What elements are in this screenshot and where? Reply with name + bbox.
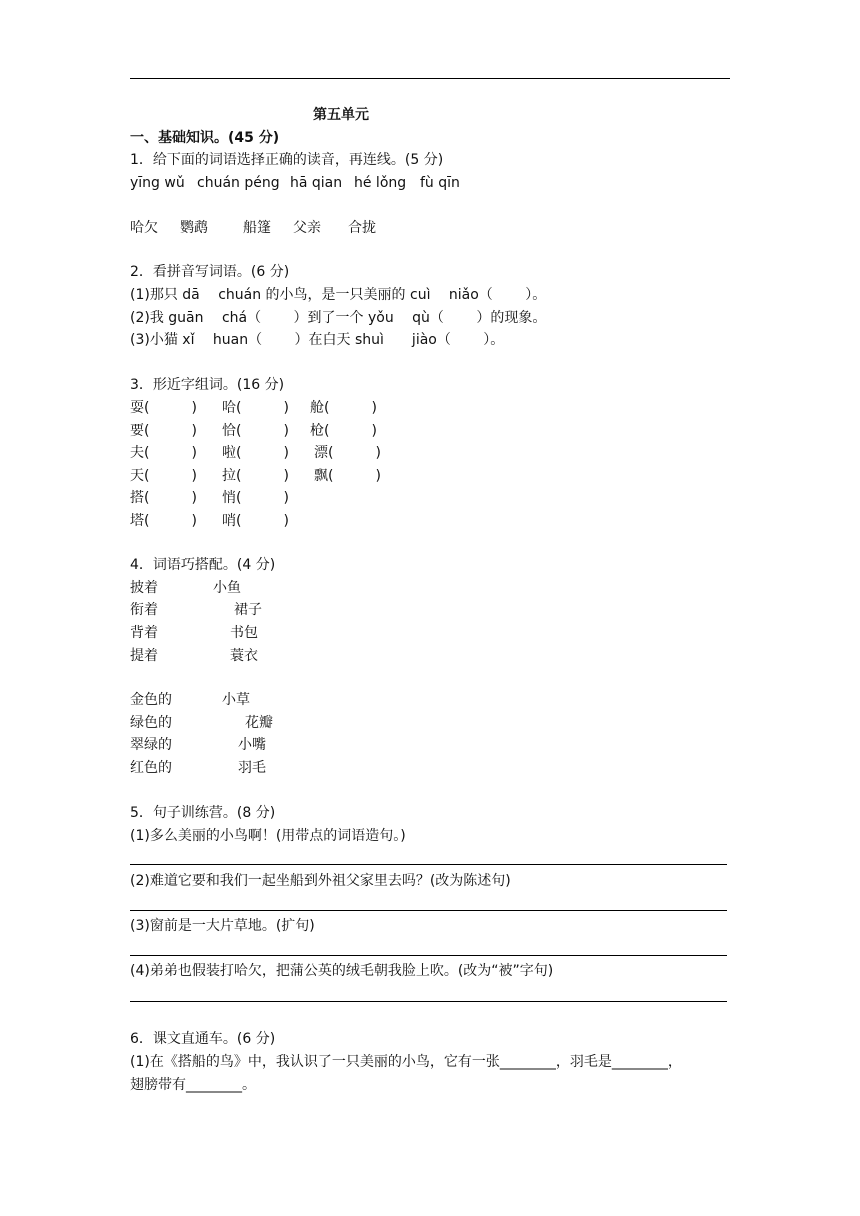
- q5-item-3: (3)窗前是一大片草地。(扩句): [130, 918, 315, 934]
- q1-pinyin-2: chuán péng: [197, 175, 280, 191]
- q2-line-3: (3)小猫 xǐ huan（ ）在白天 shuì jiào（ ）。: [130, 332, 505, 348]
- q4-g2-left-1: 金色的: [130, 692, 172, 708]
- q4-g2-right-2: 花瓣: [245, 715, 273, 731]
- q2-line-1: (1)那只 dā chuán 的小鸟，是一只美丽的 cuì niǎo（ ）。: [130, 287, 547, 303]
- q6-line-1: (1)在《搭船的鸟》中，我认识了一只美丽的小鸟，它有一张________，羽毛是________，: [130, 1054, 682, 1070]
- q4-g1-left-2: 衔着: [130, 602, 158, 618]
- q1-word-4: 父亲: [293, 220, 321, 236]
- q6-stem: 6．课文直通车。(6 分): [130, 1031, 276, 1047]
- q3-c1-3: 夫( ): [130, 445, 197, 461]
- q3-c3-1: 舱( ): [310, 400, 377, 416]
- q3-c1-1: 耍( ): [130, 400, 197, 416]
- q4-g2-right-4: 羽毛: [238, 760, 266, 776]
- q3-stem: 3．形近字组词。(16 分): [130, 377, 285, 393]
- q3-c3-3: 漂( ): [314, 445, 381, 461]
- q1-word-2: 鹦鹉: [180, 220, 208, 236]
- q4-g2-left-4: 红色的: [130, 760, 172, 776]
- q4-g2-left-3: 翠绿的: [130, 737, 172, 753]
- q3-c3-2: 枪( ): [310, 423, 377, 439]
- q4-g1-right-4: 蓑衣: [230, 648, 258, 664]
- q3-c1-2: 要( ): [130, 423, 197, 439]
- q1-stem: 1．给下面的词语选择正确的读音，再连线。(5 分): [130, 152, 444, 168]
- q3-c3-4: 飘( ): [314, 468, 381, 484]
- top-rule: [130, 78, 730, 79]
- q3-c2-5: 悄( ): [222, 490, 289, 506]
- q3-c1-6: 塔( ): [130, 513, 197, 529]
- q5-answer-line-2[interactable]: [130, 910, 727, 911]
- q1-word-5: 合拢: [348, 220, 376, 236]
- q2-stem: 2．看拼音写词语。(6 分): [130, 264, 290, 280]
- q2-line-2: (2)我 guān chá（ ）到了一个 yǒu qù（ ）的现象。: [130, 310, 547, 326]
- q4-g2-left-2: 绿色的: [130, 715, 172, 731]
- q3-c2-3: 啦( ): [222, 445, 289, 461]
- q4-g2-right-1: 小草: [222, 692, 250, 708]
- q5-item-2: (2)难道它要和我们一起坐船到外祖父家里去吗？(改为陈述句): [130, 873, 511, 889]
- q4-stem: 4．词语巧搭配。(4 分): [130, 557, 276, 573]
- q3-c1-5: 搭( ): [130, 490, 197, 506]
- q4-g1-right-2: 裙子: [234, 602, 262, 618]
- q6-line-2: 翅膀带有________。: [130, 1077, 256, 1093]
- q1-word-3: 船篷: [243, 220, 271, 236]
- q1-word-1: 哈欠: [130, 220, 158, 236]
- q5-item-1: (1)多么美丽的小鸟啊！(用带点的词语造句。): [130, 828, 406, 844]
- q3-c2-1: 哈( ): [222, 400, 289, 416]
- q3-c2-2: 恰( ): [222, 423, 289, 439]
- q5-answer-line-3[interactable]: [130, 955, 727, 956]
- q4-g1-left-3: 背着: [130, 625, 158, 641]
- page-title: 第五单元: [313, 107, 369, 123]
- q4-g1-right-1: 小鱼: [213, 580, 241, 596]
- q3-c1-4: 天( ): [130, 468, 197, 484]
- q5-answer-line-4[interactable]: [130, 1001, 727, 1002]
- q3-c2-4: 拉( ): [222, 468, 289, 484]
- q3-c2-6: 哨( ): [222, 513, 289, 529]
- q1-pinyin-4: hé lǒng: [354, 175, 407, 191]
- q5-answer-line-1[interactable]: [130, 864, 727, 865]
- q1-pinyin-1: yīng wǔ: [130, 175, 185, 191]
- q4-g2-right-3: 小嘴: [238, 737, 266, 753]
- q1-pinyin-3: hā qian: [290, 175, 343, 191]
- q5-item-4: (4)弟弟也假装打哈欠，把蒲公英的绒毛朝我脸上吹。(改为“被”字句): [130, 963, 554, 979]
- q5-stem: 5．句子训练营。(8 分): [130, 805, 276, 821]
- q4-g1-left-4: 提着: [130, 648, 158, 664]
- q4-g1-left-1: 披着: [130, 580, 158, 596]
- q1-pinyin-5: fù qīn: [420, 175, 460, 191]
- section-1-heading: 一、基础知识。(45 分): [130, 130, 280, 146]
- q4-g1-right-3: 书包: [230, 625, 258, 641]
